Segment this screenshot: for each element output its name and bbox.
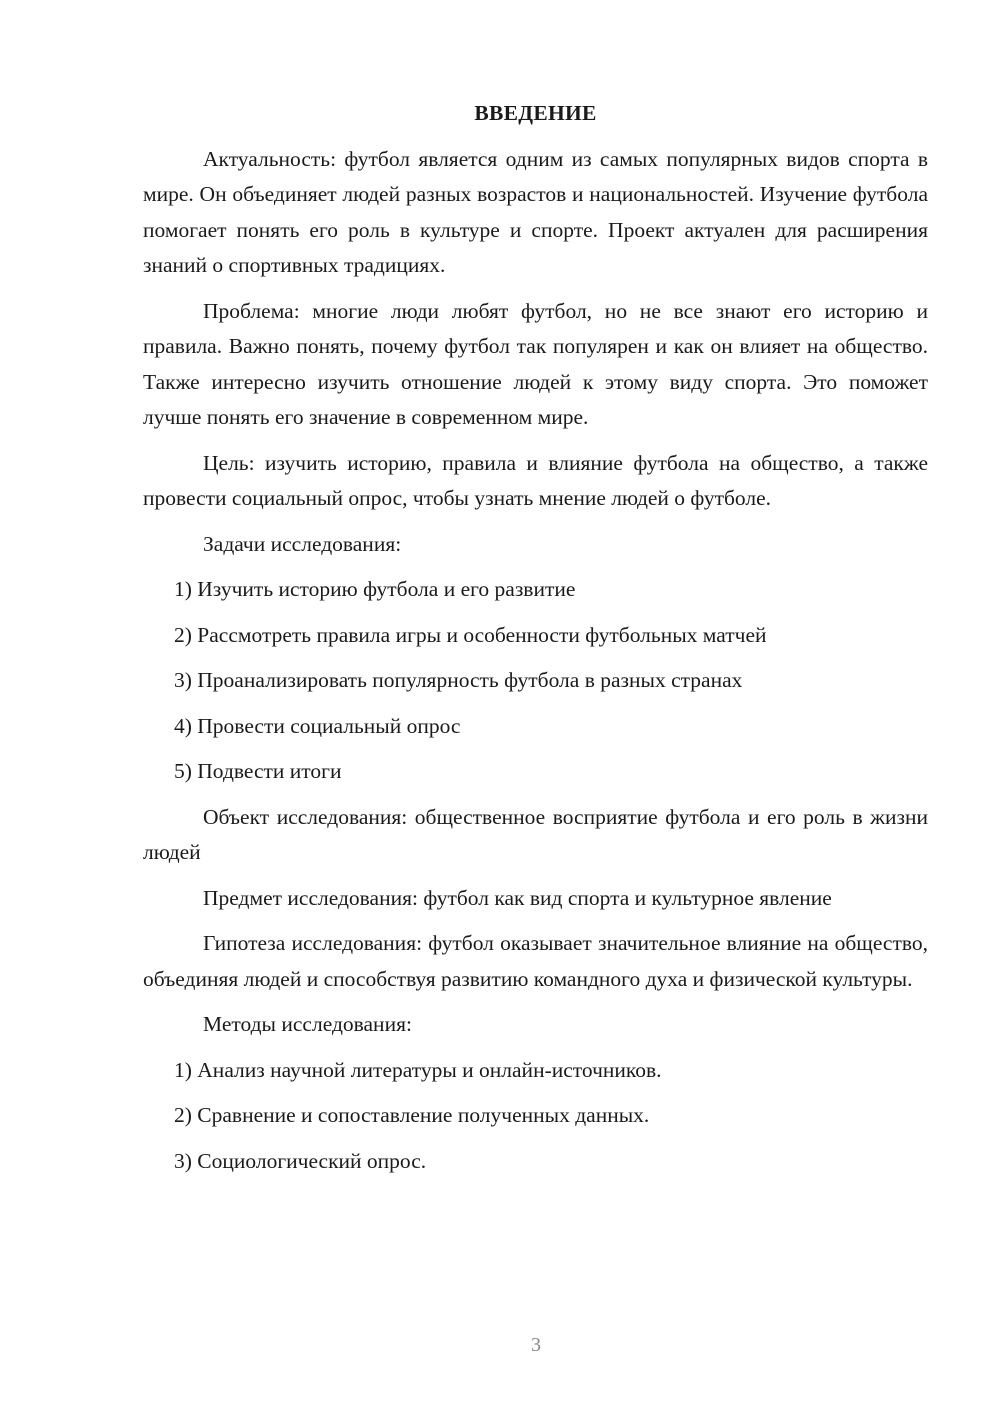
methods-heading: Методы исследования: [203,1012,412,1036]
relevance-paragraph: Актуальность: футбол является одним из самых популярных видов спорта в мире. Он объединяет людей разных возрастов и национальностей. Изучение футбола помогает понять его роль в культуре и спорте. Проект актуален для расширения знаний о спортивных традициях. [143,146,928,277]
goal-paragraph: Цель: изучить историю, правила и влияние футбола на общество, а также провести социальный опрос, чтобы узнать мнение людей о футболе. [143,450,928,510]
subject-paragraph: Предмет исследования: футбол как вид спорта и культурное явление [203,885,832,910]
methods-list [143,1053,928,1180]
hypothesis-paragraph: Гипотеза исследования: футбол оказывает значительное влияние на общество, объединяя людей и способствуя развитию командного духа и физической культуры. [143,931,928,991]
tasks-list [143,572,928,790]
task-item: 4) Провести социальный опрос [174,713,461,738]
problem-paragraph: Проблема: многие люди любят футбол, но не все знают его историю и правила. Важно понять, почему футбол так популярен и как он влияет на общество. Также интересно изучить отношение людей к этому виду спорта. Это поможет лучше понять его значение в современном мире. [143,298,928,429]
method-item: 3) Социологический опрос. [174,1148,427,1173]
document-body [143,96,928,1189]
object-paragraph: Объект исследования: общественное восприятие футбола и его роль в жизни людей [143,804,928,864]
tasks-heading: Задачи исследования: [203,531,402,556]
task-item: 5) Подвести итоги [174,759,342,783]
task-item: 1) Изучить историю футбола и его развитие [174,577,576,601]
method-item: 2) Сравнение и сопоставление полученных данных. [174,1103,650,1127]
page-number: 3 [531,1334,541,1356]
task-item: 3) Проанализировать популярность футбола в разных странах [174,668,743,692]
document-title: ВВЕДЕНИЕ [474,101,597,125]
method-item: 1) Анализ научной литературы и онлайн-источников. [174,1057,662,1082]
task-item: 2) Рассмотреть правила игры и особенности футбольных матчей [174,622,767,647]
